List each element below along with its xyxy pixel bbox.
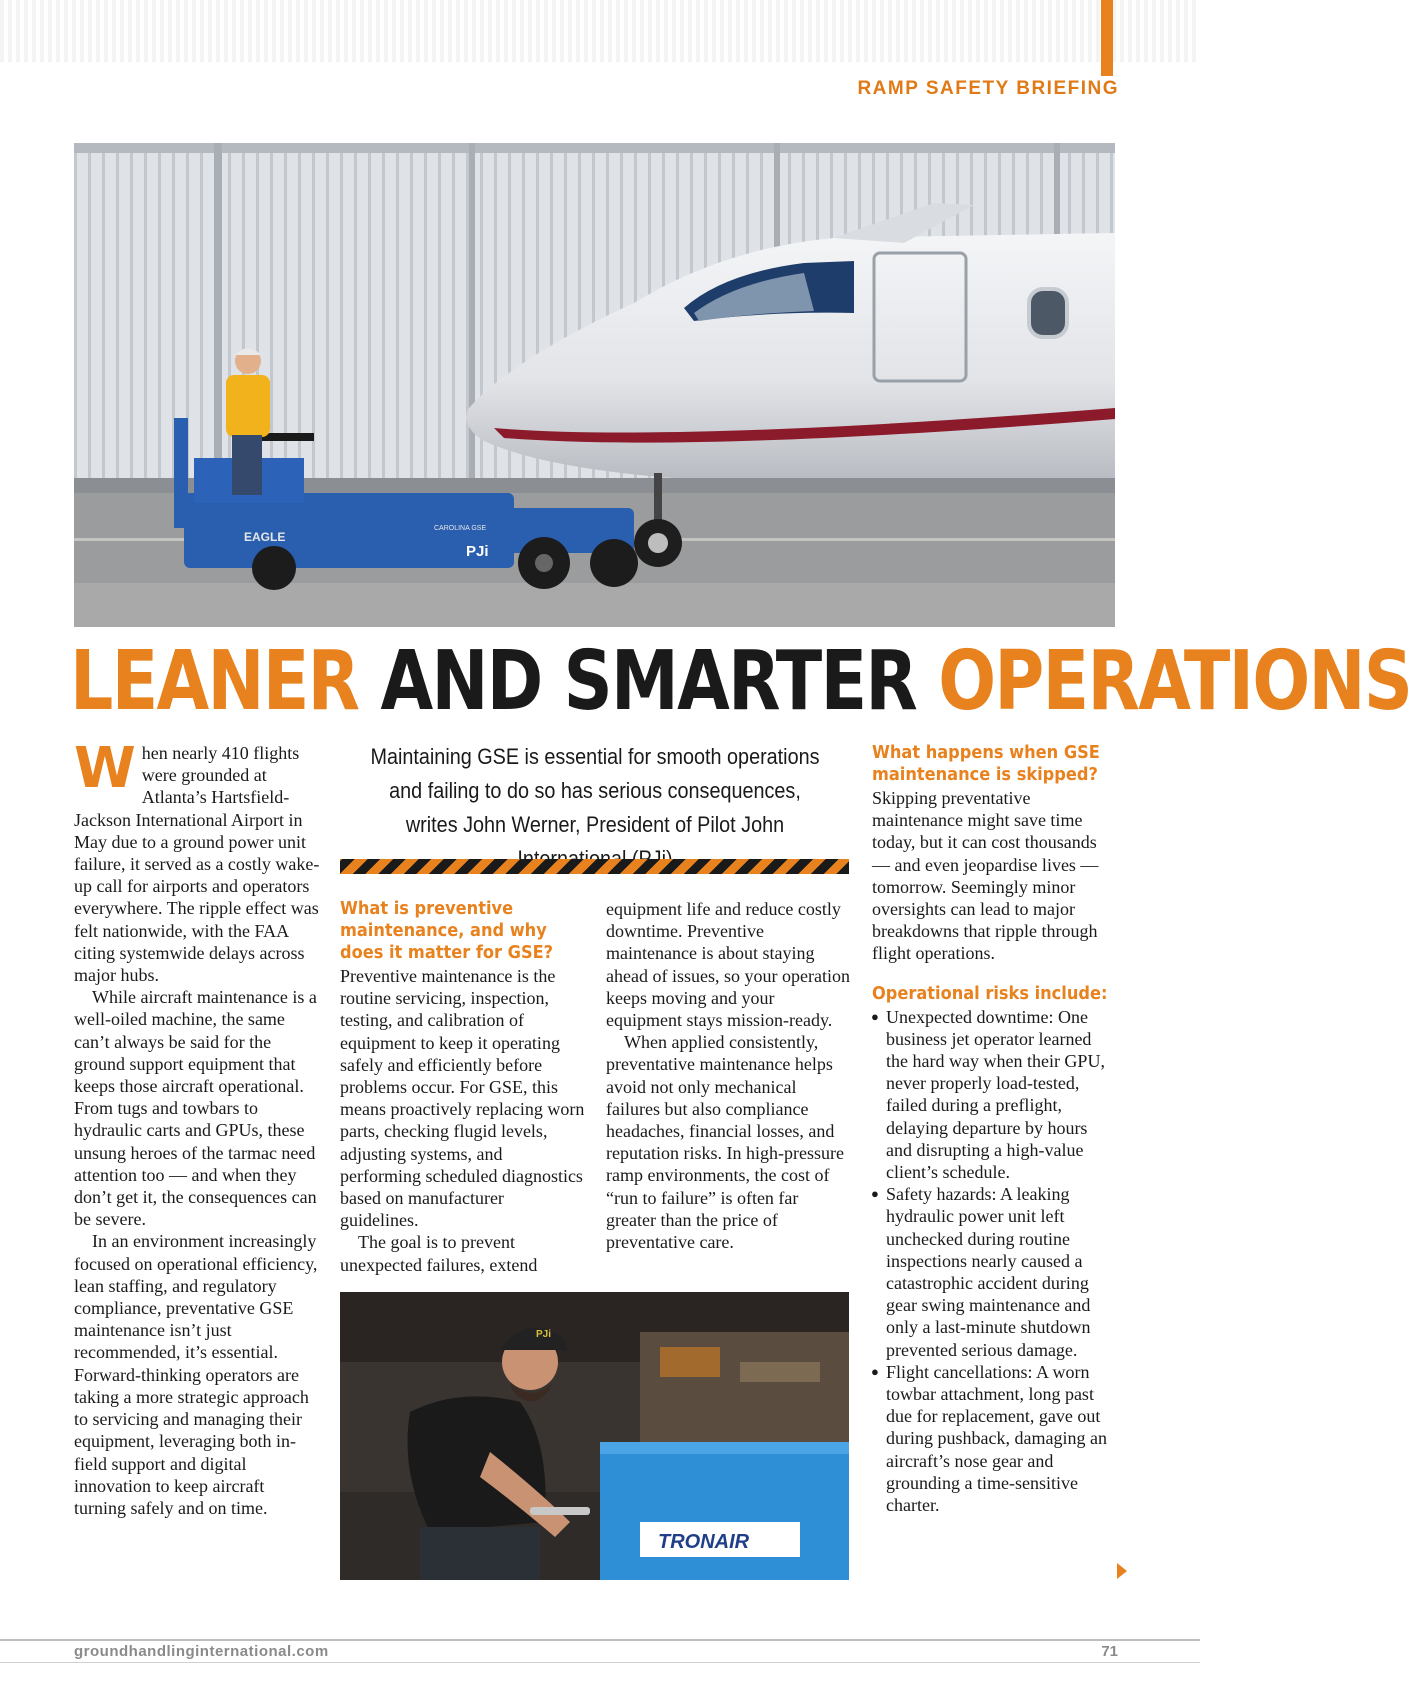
footer-divider-lower (0, 1662, 1200, 1663)
cart-brand-label: TRONAIR (658, 1531, 750, 1553)
paragraph: When applied consistently, preventative maintenance helps avoid not only mechanical failures but also compliance headaches, financial losses, and reputation risks. In high-pressure ramp environments, the cost of “run to failure” is often far greater than the price of preventative care. (606, 1032, 844, 1253)
page-number: 71 (1101, 1643, 1118, 1660)
paragraph: Skipping preventative maintenance might save time today, but it can cost thousands — and even jeopardise lives — tomorrow. Seemingly minor oversights can lead to major breakdowns that ripple through flight operations. (872, 788, 1099, 964)
technician-photo-illustration (340, 1292, 849, 1580)
section-label: RAMP SAFETY BRIEFING (857, 78, 1119, 99)
hazard-stripe-divider (340, 859, 849, 874)
list-item: ● Unexpected downtime: One business jet operator learned the hard way when their GPU, never properly load-tested, failed during a preflight, delaying departure by hours and disrupting a high-value client’s schedule. (872, 1006, 1112, 1184)
risk-list (872, 1006, 1112, 1517)
footer-divider (0, 1639, 1200, 1641)
footer-website[interactable]: groundhandlinginternational.com (74, 1643, 329, 1660)
tug-logo-label: PJi (466, 543, 489, 560)
headline-word-operations: OPERATIONS (938, 634, 1411, 729)
paragraph (74, 736, 320, 986)
technician-photo (340, 1292, 849, 1580)
tug-model-label: CAROLINA GSE (434, 525, 487, 532)
list-item: ● Safety hazards: A leaking hydraulic power unit left unchecked during routine inspections nearly caused a catastrophic accident during gear swing maintenance and only a last-minute shutdown prevented serious damage. (872, 1183, 1112, 1361)
section-tab-marker (1101, 0, 1113, 76)
hero-photo (74, 143, 1115, 627)
article-column-2 (340, 898, 586, 1276)
paragraph: Preventive maintenance is the routine servicing, inspection, testing, and calibration of equipment to keep it operating safely and efficiently before problems occur. For GSE, this means proactively replacing worn parts, checking flugid levels, adjusting systems, and performing scheduled diagnostics based on manufacturer guidelines. (340, 966, 585, 1231)
article-column-3 (606, 898, 851, 1253)
header-texture (0, 0, 1200, 62)
paragraph-text: hen nearly 410 flights were grounded at Atlanta’s Hartsfield-Jackson International Airport in May due to a ground power unit failure, it served as a costly wake-up call for airports and operators everywhere. The ripple effect was felt nationwide, with the FAA citing systemwide delays across major hubs. (74, 743, 320, 986)
headline-words-middle: AND SMARTER (380, 634, 917, 729)
paragraph: equipment life and reduce costly downtime. Preventive maintenance is about staying ahead of issues, so your operation keeps moving and your equipment stays mission-ready. (606, 899, 850, 1031)
subheading: Operational risks include: (872, 982, 1108, 1004)
subheading: What happens when GSE maintenance is skipped? (872, 742, 1100, 785)
paragraph: While aircraft maintenance is a well-oiled machine, the same can’t always be said for the ground support equipment that keeps those aircraft operational. From tugs and towbars to hydraulic carts and GPUs, these unsung heroes of the tarmac need attention too — and when they don’t get it, the consequences can be severe. (74, 987, 317, 1230)
headline-word-leaner: LEANER (70, 634, 359, 729)
paragraph: The goal is to prevent unexpected failures, extend (340, 1232, 538, 1275)
headline (70, 632, 1411, 732)
hero-photo-illustration (74, 143, 1115, 627)
subheading: What is preventive maintenance, and why does it matter for GSE? (340, 898, 554, 963)
article-column-4 (872, 742, 1112, 1516)
paragraph: In an environment increasingly focused on operational efficiency, lean staffing, and regulatory compliance, preventative GSE maintenance isn’t just recommended, it’s essential. Forward-thinking operators are taking a more strategic approach to servicing and managing their equipment, leveraging both in-field support and digital innovation to keep aircraft turning safely and on time. (74, 1231, 318, 1518)
standfirst: Maintaining GSE is essential for smooth operations and failing to do so has serious consequences, writes John Werner, President of Pilot John (370, 744, 820, 837)
drop-cap: W (74, 736, 136, 801)
tug-brand-label: EAGLE (244, 530, 286, 544)
list-item: ● Flight cancellations: A worn towbar attachment, long past due for replacement, gave out during pushback, damaging an aircraft’s nose gear and grounding a time-sensitive charter. (872, 1361, 1112, 1516)
article-column-1 (74, 736, 320, 1519)
cap-logo-label: PJi (536, 1329, 552, 1340)
continue-arrow-icon (1117, 1563, 1127, 1579)
